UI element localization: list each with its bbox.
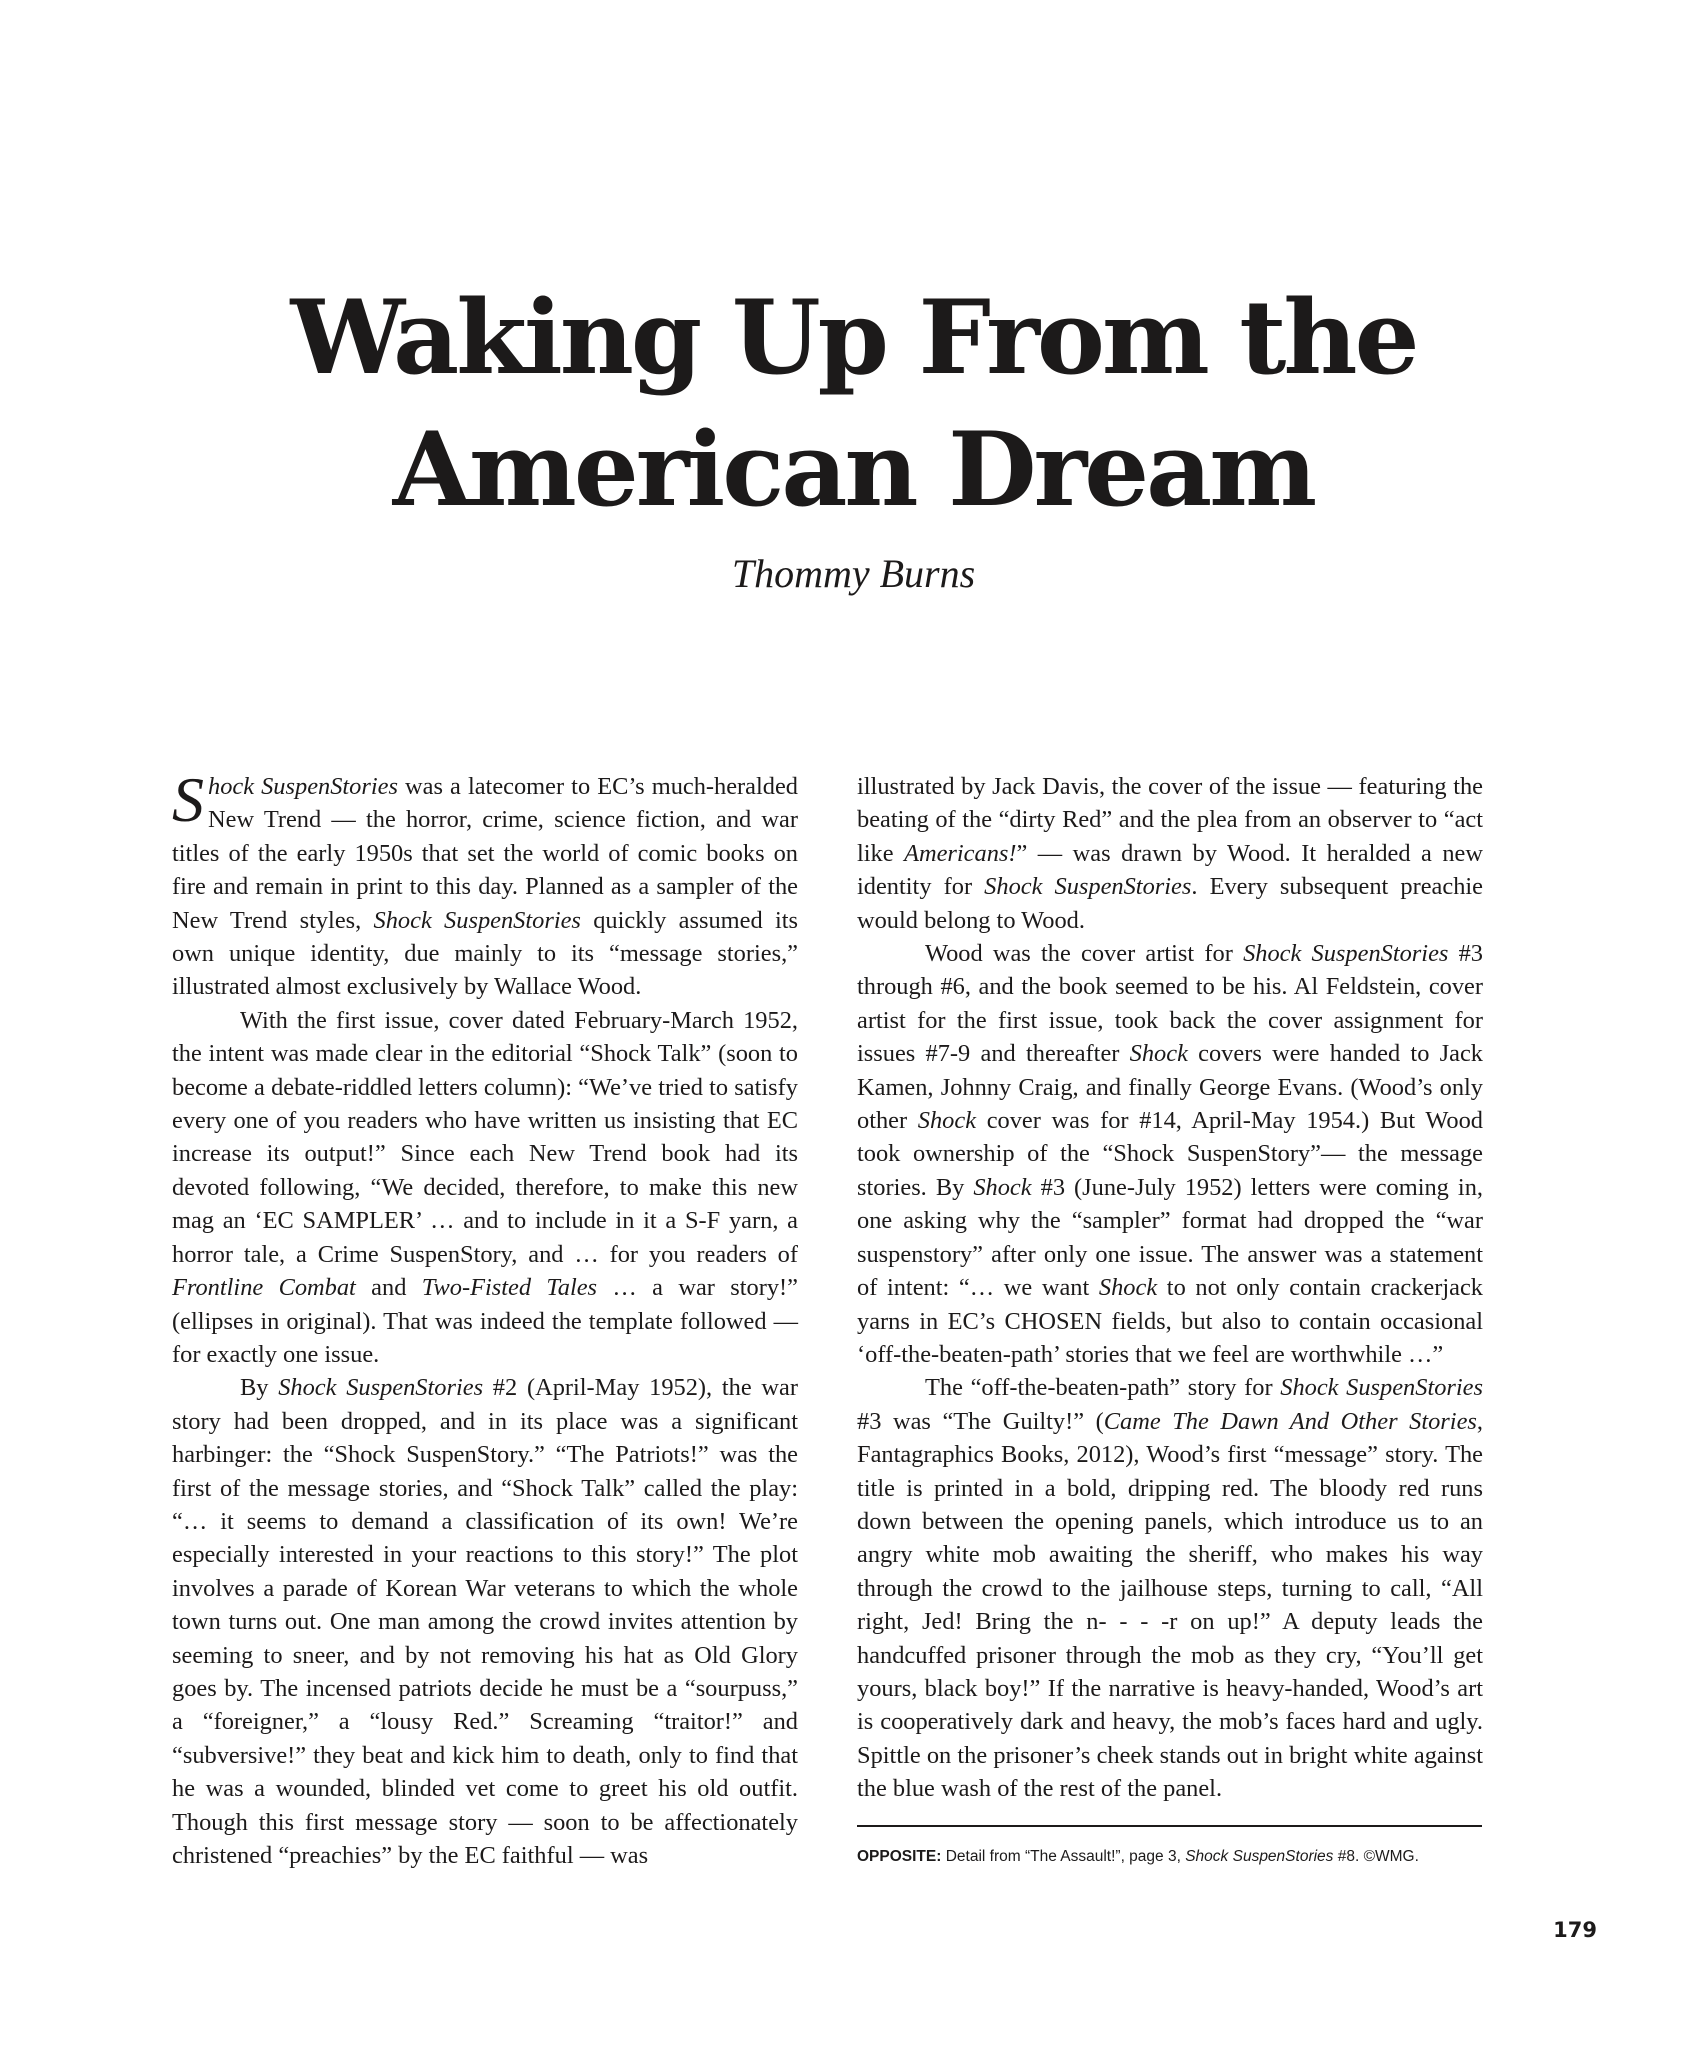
paragraph-1 [172, 764, 798, 1004]
text-run: cover was for #14, April-May 1954.) But Wood took ownership of the “Shock SuspenStory”— the message stories. By [857, 1107, 1483, 1201]
text-run: #2 (April-May 1952), the war story had been dropped, and in its place was a significant harbinger: the “Shock SuspenStory.” “The Patriots!” was the first of the message stories, and “Shock Talk” called the play: “… it seems to demand a classification of its own! We’re especially interested in your reactions to this story!” The plot involves a parade of Korean War veterans to which the whole town turns out. One man among the crowd invites attention by seeming to sneer, and by not removing his hat as Old Glory goes by. The incensed patriots decide he must be a “sourpuss,” a “foreigner,” a “lousy Red.” Screaming “traitor!” and “subversive!” they beat and kick him to death, only to find that he was a wounded, blinded vet come to greet his old outfit. Though this first message story — soon to be affectionately christened “preachies” by the EC faithful — was [172, 1374, 798, 1869]
left-column [172, 764, 798, 1872]
italic-title: Shock [1098, 1274, 1158, 1302]
text-run: to not only contain crackerjack yarns in EC’s CHOSEN fields, but also to contain occasional ‘off-the-beaten-path’ stories that we feel are worthwhile …” [857, 1274, 1483, 1368]
italic-title: Frontline Combat [172, 1274, 356, 1302]
drop-cap: S [172, 764, 204, 835]
paragraph-3 [172, 1371, 798, 1872]
text-run: Detail from “The Assault!”, page 3, [941, 1848, 1186, 1865]
italic-title: Shock [917, 1107, 977, 1135]
caption-divider [857, 1825, 1482, 1827]
author-byline: Thommy Burns [731, 551, 976, 596]
text-run: #3 was “The Guilty!” ( [857, 1407, 1104, 1435]
text-run: With the first issue, cover dated February-March 1952, the intent was made clear in the editorial “Shock Talk” (soon to become a debate-riddled letters column): “We’ve tried to satisfy every one of you readers who have written us insisting that EC increase its output!” Since each New Trend book had its devoted following, “We decided, therefore, to make this new mag an ‘EC SAMPLER’ … and to include in it a S-F yarn, a horror tale, a Crime SuspenStory, and … for you readers of [172, 1006, 798, 1268]
italic-title: Shock [1129, 1040, 1188, 1068]
paragraph-6 [857, 1371, 1483, 1805]
text-run: #3 (June-July 1952) letters were coming in, one asking why the “sampler” format had dropped the “war suspenstory” after only one issue. The answer was a statement of intent: “… we want [857, 1173, 1483, 1302]
italic-title: Shock SuspenStories [1280, 1374, 1484, 1402]
italic-title: hock SuspenStories [208, 773, 398, 800]
italic-title: Shock SuspenStories [1243, 940, 1449, 968]
text-run: ” — was drawn by Wood. It heralded a new identity for [857, 839, 1483, 901]
page-number: 179 [1553, 1918, 1597, 1942]
text-run: quickly assumed its own unique identity, due mainly to its “message stories,” illustrated almost exclusively by Wallace Wood. [172, 906, 798, 1001]
paragraph-2 [172, 1004, 798, 1371]
italic-title: Shock SuspenStories [373, 906, 581, 934]
text-run: #8. ©WMG. [1333, 1848, 1419, 1865]
caption-lead: OPPOSITE: [857, 1848, 942, 1865]
article-title [0, 272, 1707, 536]
text-run: covers were handed to Jack Kamen, Johnny Craig, and finally George Evans. (Wood’s only other [857, 1040, 1483, 1135]
italic-title: Two-Fisted Tales [421, 1274, 598, 1302]
article-title-line-1: Waking Up From the [290, 278, 1417, 398]
text-run: was a latecomer to EC’s much-heralded New Trend — the horror, crime, science fiction, and war titles of the early 1950s that set the world of comic books on fire and remain in print to this day. Planned as a sampler of the New Trend styles, [172, 773, 798, 934]
text-run: and [355, 1274, 422, 1302]
italic-title: Came The Dawn And Other Stories [1103, 1407, 1477, 1435]
right-column [857, 770, 1483, 1806]
text-run: The “off-the-beaten-path” story for [925, 1374, 1281, 1402]
text-run: . Every subsequent preachie would belong to Wood. [857, 873, 1484, 934]
text-run: #3 through #6, and the book seemed to be his. Al Feldstein, cover artist for the first issue, took back the cover assignment for issues #7-9 and thereafter [857, 940, 1483, 1068]
italic-title: Shock SuspenStories [1185, 1848, 1334, 1865]
article-title-line-2: American Dream [392, 410, 1315, 530]
paragraph-5 [857, 937, 1483, 1371]
italic-title: Shock SuspenStories [278, 1374, 484, 1402]
italic-title: Shock SuspenStories [984, 873, 1192, 901]
text-run: By [240, 1374, 279, 1402]
image-caption [857, 1847, 1497, 1867]
italic-title: Shock [973, 1173, 1032, 1201]
text-run: … a war story!” (ellipses in original). That was indeed the template followed — for exactly one issue. [172, 1274, 798, 1368]
text-run: Wood was the cover artist for [925, 940, 1244, 968]
text-run: , Fantagraphics Books, 2012), Wood’s first “message” story. The title is printed in a bold, dripping red. The bloody red runs down between the opening panels, which introduce us to an angry white mob awaiting the sheriff, who makes his way through the crowd to the jailhouse steps, turning to call, “All right, Jed! Bring the n- - - -r on up!” A deputy leads the handcuffed prisoner through the mob as they cry, “You’ll get yours, black boy!” If the narrative is heavy-handed, Wood’s art is cooperatively dark and heavy, the mob’s faces hard and ugly. Spittle on the prisoner’s cheek stands out in bright white against the blue wash of the rest of the panel. [857, 1407, 1483, 1803]
paragraph-4 [857, 770, 1483, 937]
text-run: illustrated by Jack Davis, the cover of the issue — featuring the beating of the “dirty Red” and the plea from an observer to “act like [857, 773, 1483, 867]
italic-word: Americans! [904, 839, 1017, 867]
